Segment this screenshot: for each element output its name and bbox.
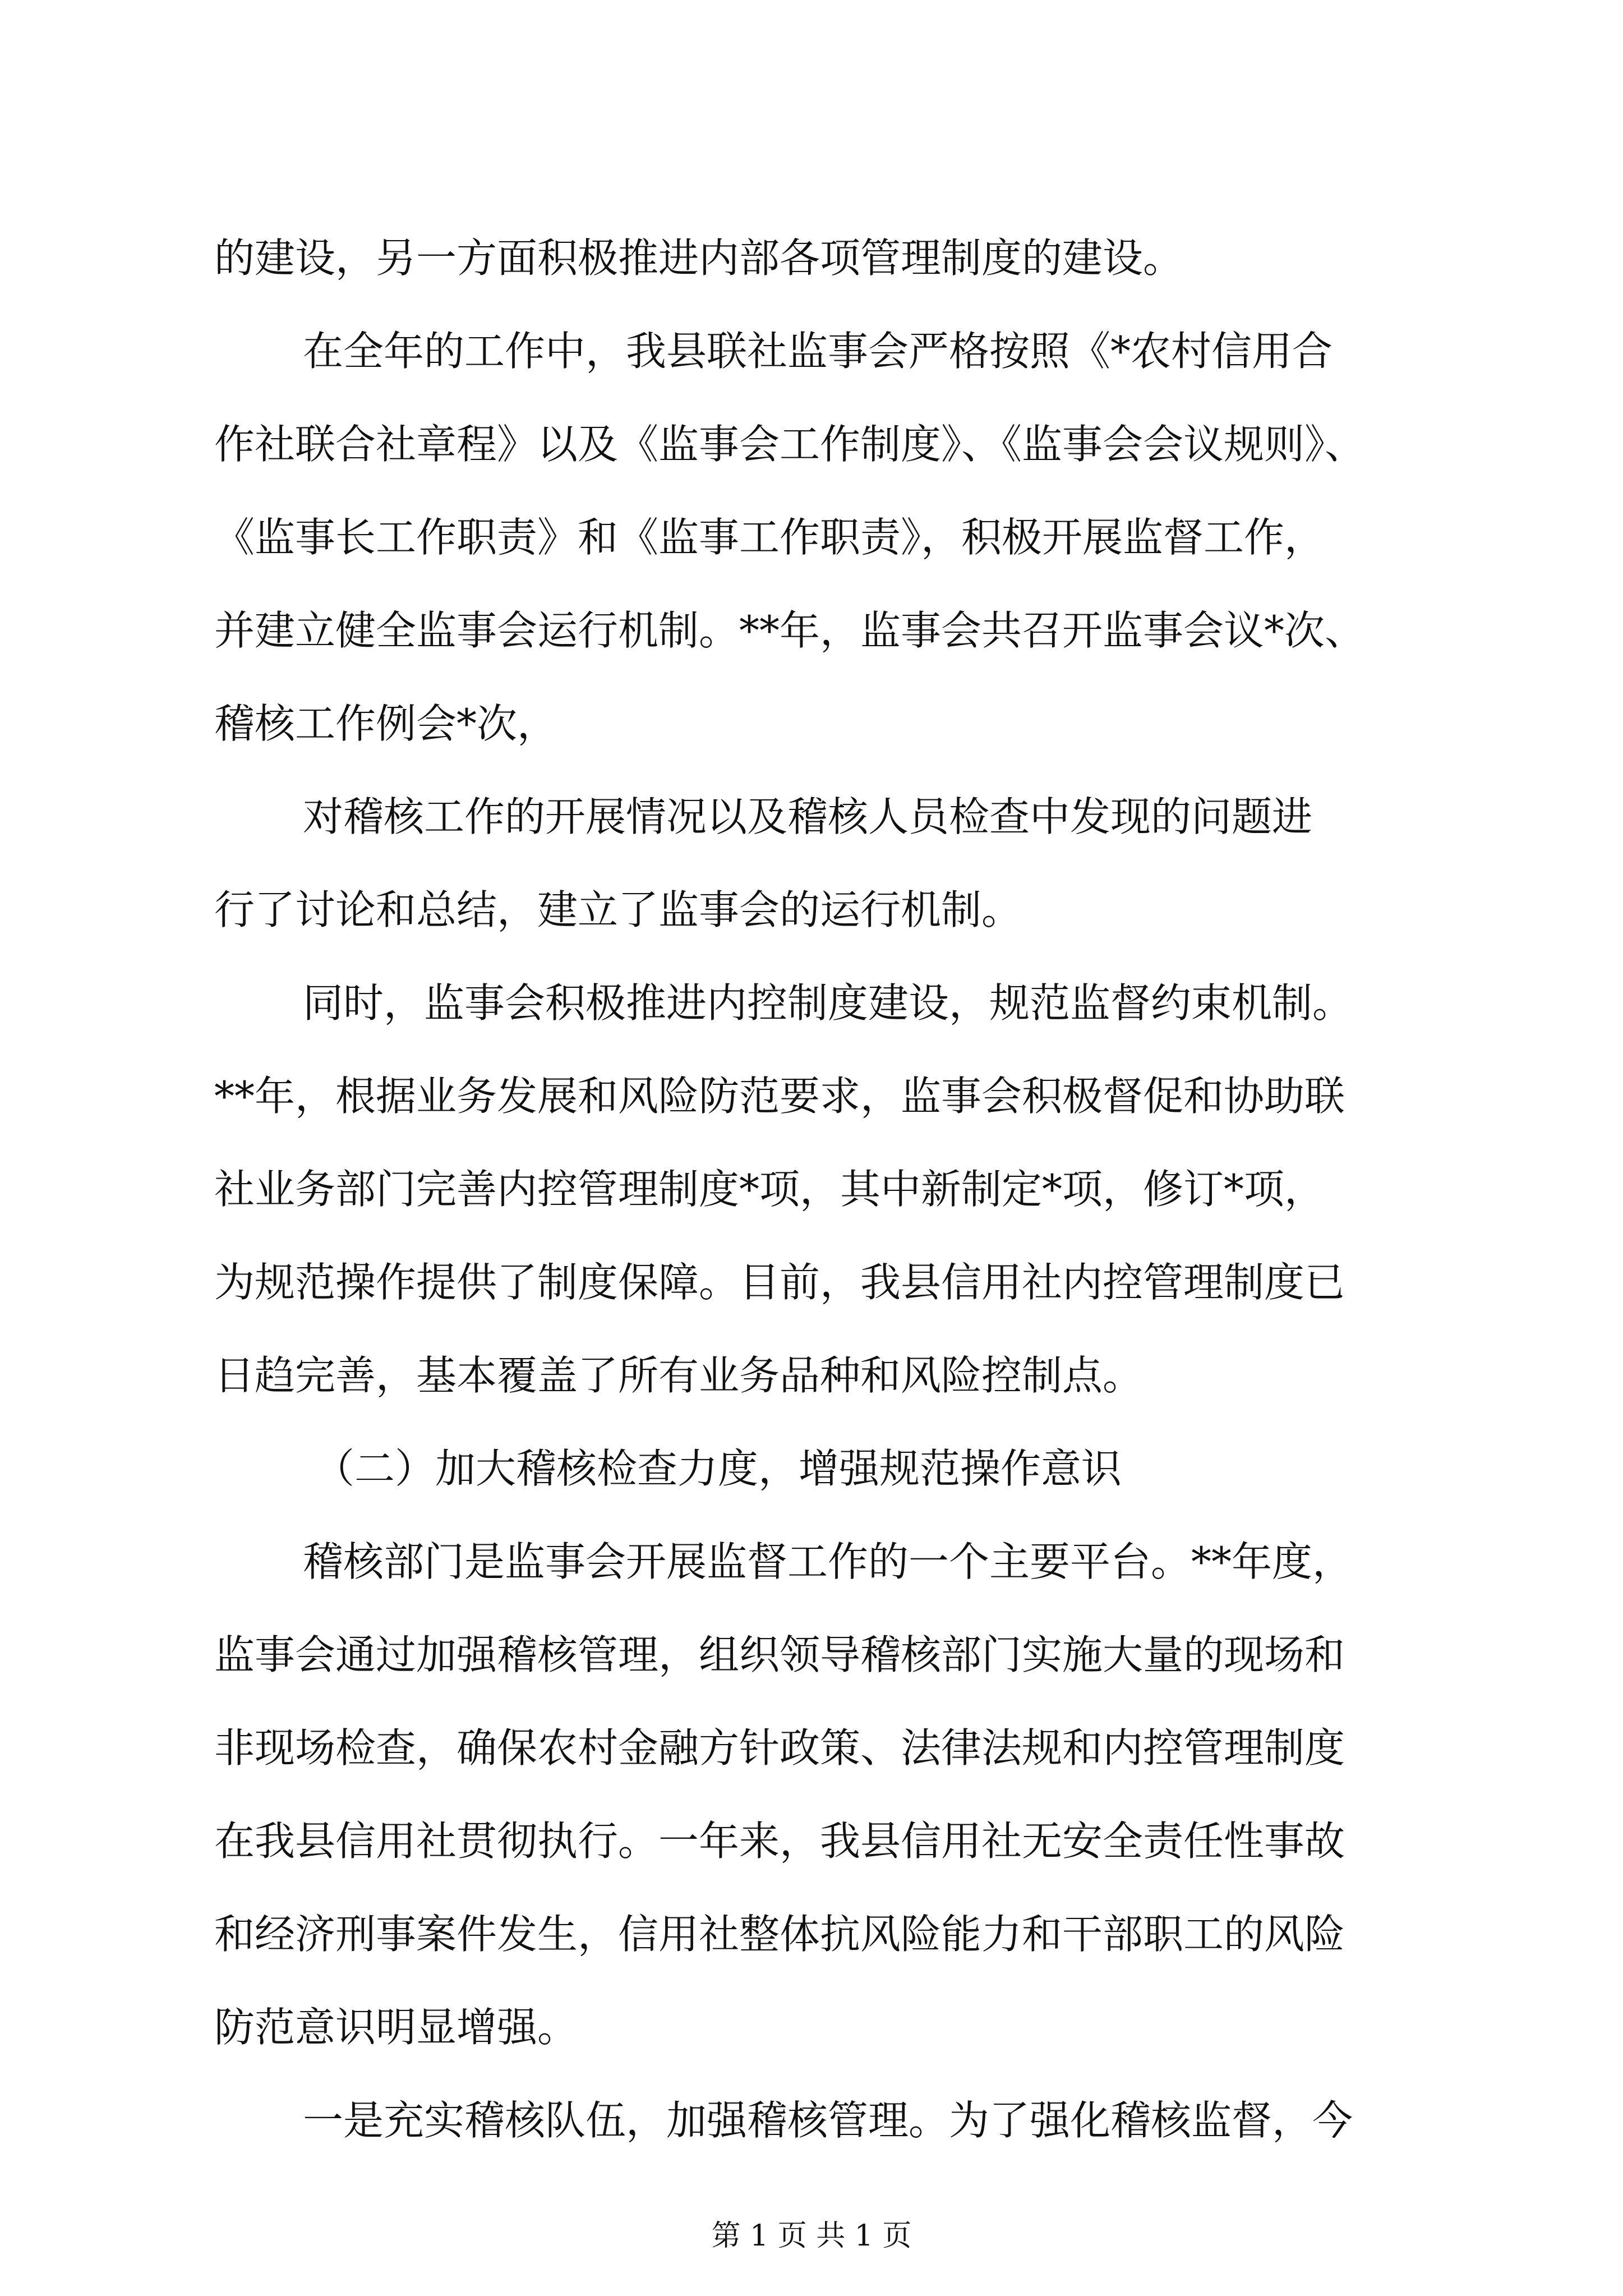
section-heading: （二）加大稽核检查力度，增强规范操作意识 [314, 1445, 1122, 1492]
paragraph-line: 的建设，另一方面积极推进内部各项管理制度的建设。 [214, 234, 1184, 282]
paragraph-line: 同时，监事会积极推进内控制度建设，规范监督约束机制。 [303, 979, 1353, 1027]
page-footer: 第 1 页 共 1 页 [711, 2219, 912, 2253]
paragraph-line: **年，根据业务发展和风险防范要求，监事会积极督促和协助联 [214, 1073, 1345, 1120]
paragraph-line: 日趋完善，基本覆盖了所有业务品种和风险控制点。 [214, 1352, 1144, 1399]
paragraph-line: 防范意识明显增强。 [214, 2004, 578, 2051]
paragraph-line: 对稽核工作的开展情况以及稽核人员检查中发现的问题进 [303, 793, 1313, 840]
paragraph-line: 一是充实稽核队伍，加强稽核管理。为了强化稽核监督，今 [303, 2097, 1353, 2144]
paragraph-line: 非现场检查，确保农村金融方针政策、法律法规和内控管理制度 [214, 1724, 1345, 1772]
paragraph-line: 行了讨论和总结，建立了监事会的运行机制。 [214, 886, 1022, 933]
paragraph-line: 在全年的工作中，我县联社监事会严格按照《*农村信用合 [303, 328, 1333, 375]
paragraph-line: 并建立健全监事会运行机制。**年，监事会共召开监事会议*次、 [214, 607, 1366, 654]
paragraph-line: 和经济刑事案件发生，信用社整体抗风险能力和干部职工的风险 [214, 1911, 1345, 1958]
paragraph-line: 稽核部门是监事会开展监督工作的一个主要平台。**年度， [303, 1538, 1353, 1585]
paragraph-line: 社业务部门完善内控管理制度*项，其中新制定*项，修订*项， [214, 1166, 1325, 1213]
paragraph-line: 稽核工作例会*次， [214, 700, 558, 747]
paragraph-line: 为规范操作提供了制度保障。目前，我县信用社内控管理制度已 [214, 1259, 1345, 1306]
paragraph-line: 监事会通过加强稽核管理，组织领导稽核部门实施大量的现场和 [214, 1631, 1345, 1678]
paragraph-line: 在我县信用社贯彻执行。一年来，我县信用社无安全责任性事故 [214, 1818, 1345, 1865]
paragraph-line: 《监事长工作职责》和《监事工作职责》，积极开展监督工作， [214, 514, 1325, 561]
paragraph-line: 作社联合社章程》以及《监事会工作制度》、《监事会会议规则》、 [214, 421, 1366, 468]
